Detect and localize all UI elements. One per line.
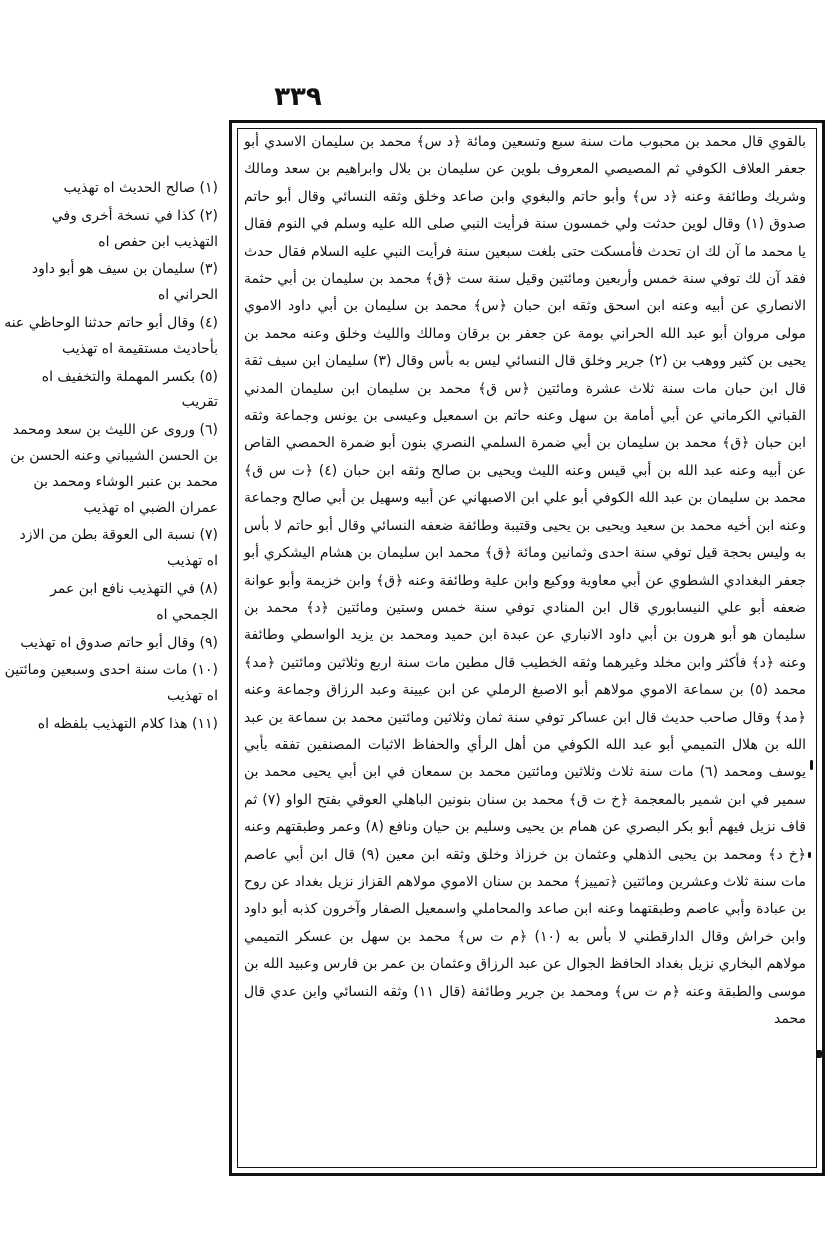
scan-edge-mark — [816, 1050, 822, 1058]
footnote-9: (٩) وقال أبو حاتم صدوق اه تهذيب — [20, 634, 218, 651]
footnotes-column — [4, 176, 218, 740]
page-number: ٣٣٩ — [274, 82, 322, 112]
footnote-3: (٣) سليمان بن سيف هو أبو داود الحراني اه — [31, 261, 218, 304]
main-text-frame — [229, 120, 825, 1176]
scan-edge-mark — [808, 852, 811, 858]
footnote-5: (٥) بكسر المهملة والتخفيف اه تقريب — [41, 368, 218, 411]
footnote-4: (٤) وقال أبو حاتم حدثنا الوحاظي عنه بأحاديث مستقيمة اه تهذيب — [4, 314, 218, 357]
footnote-8: (٨) في التهذيب نافع ابن عمر الجمحي اه — [50, 580, 218, 623]
footnote-1: (١) صالح الحديث اه تهذيب — [63, 180, 218, 196]
footnote-6: (٦) وروى عن الليث بن سعد ومحمد بن الحسن الشيباني وعنه الحسن بن محمد بن عنبر الوشاء ومحمد بن عمران الضبي اه تهذيب — [10, 422, 218, 516]
footnote-7: (٧) نسبة الى العوقة بطن من الازد اه تهذيب — [19, 527, 218, 570]
main-text-paragraph: بالقوي قال محمد بن محبوب مات سنة سبع وتسعين ومائة ﴿د س﴾ محمد بن سليمان الاسدي أبو جعفر العلاف الكوفي ثم المصيصي المعروف بلوين عن سليمان بن بلال وابراهيم بن سعد ومالك وشريك وطائفة وعنه ﴿د س﴾ وأبو حاتم والبغوي وابن صاعد وخلق وثقه النسائي وقال أبو حاتم صدوق (١) وقال لوين حدثت ولي خمسون سنة فرأيت النبي صلى الله عليه وسلم في النوم فقال يا محمد ما آن لك ان تحدث فأمسكت حتى بلغت سبعين سنة فرأيت النبي عليه السلام فقال حدث فقد آن لك توفي سنة خمس وأربعين ومائتين وقيل سنة ست ﴿ق﴾ محمد بن سليمان بن أبي حثمة الانصاري عن أبيه وعنه ابن اسحق وثقه ابن حبان ﴿س﴾ محمد بن سليمان بن أبي داود الاموي مولى مروان أبو عبد الله الحراني بومة عن جعفر بن برقان ومالك والليث وخلق وعنه محمد بن يحيى بن كثير ووهب بن (٢) جرير وخلق قال النسائي ليس به بأس وقال (٣) سليمان ابن سيف ثقة قال ابن حبان مات سنة ثلاث عشرة ومائتين ﴿س ق﴾ محمد بن سليمان ابن سليمان المدني القباني الكرماني عن أبي أمامة بن سهل وعنه حاتم بن اسمعيل وعيسى بن يونس وجماعة وثقه ابن حبان ﴿ق﴾ محمد بن سليمان بن أبي ضمرة السلمي النصري بنون أبو ضمرة الحمصي القاص عن أبيه وعنه عبد الله بن أبي قيس وعنه الليث ويحيى بن صالح وثقه ابن حبان (٤) ﴿ت س ق﴾ محمد بن سليمان بن عبد الله الكوفي أبو علي ابن الاصبهاني عن أبيه وسهيل بن أبي صالح وجماعة وعنه ابن أخيه محمد بن سعيد ويحيى بن يحيى وقتيبة وطائفة ضعفه النسائي وقال أبو حاتم لا بأس به وليس بحجة قيل توفي سنة احدى وثمانين ومائة ﴿ق﴾ محمد ابن سليمان بن هشام اليشكري أبو جعفر البغدادي الشطوي عن أبي معاوية ووكيع وابن علية وطائفة وعنه ﴿ق﴾ وابن خزيمة وأبو عوانة ضعفه أبو علي النيسابوري قال ابن المنادي توفي سنة خمس وستين ومائتين ﴿د﴾ محمد بن سليمان هو أبو هرون بن أبي داود الانباري عن عبدة ابن حميد ومحمد بن يزيد الواسطي وطائفة وعنه ﴿د﴾ فأكثر وابن مخلد وغيرهما وثقه الخطيب قال مطين مات سنة اربع وثلاثين ومائتين ﴿مد﴾ محمد (٥) بن سماعة الاموي مولاهم أبو الاصبغ الرملي عن ابن عيينة وعبد الرزاق وجماعة وعنه ﴿مد﴾ وقال صاحب حديث قال ابن عساكر توفي سنة ثمان وثلاثين ومائتين محمد بن سماعة بن عبد الله بن هلال التميمي أبو عبد الله الكوفي من أهل الرأي والحفاظ الاثبات المصنفين تفقه بأبي يوسف ومحمد (٦) مات سنة ثلاث وثلاثين ومائتين محمد بن سمعان في ابن أبي يحيى محمد بن سمير في ابن شمير بالمعجمة ﴿خ ت ق﴾ محمد بن سنان بنونين الباهلي العوقي بفتح الواو (٧) ثم قاف نزيل فيهم أبو بكر البصري عن همام بن يحيى وسليم بن حيان ونافع (٨) وعمر وطبقتهم وعنه ﴿خ د﴾ ومحمد بن يحيى الذهلي وعثمان بن خرزاذ وخلق وثقه ابن معين (٩) قال ابن أبي عاصم مات سنة ثلاث وعشرين ومائتين ﴿تمييز﴾ محمد بن سنان الاموي مولاهم القزاز نزيل بغداد عن روح بن عبادة وأبي عاصم وطبقتهما وعنه ابن صاعد والمحاملي واسمعيل الصفار وآخرون كذبه أبو داود وابن خراش وقال الدارقطني لا بأس به (١٠) ﴿م ت س﴾ محمد بن سهل بن عسكر التميمي مولاهم البخاري نزيل بغداد الحافظ الجوال عن عبد الرزاق وعثمان بن عمر بن فارس وعبيد الله بن موسى والطبقة وعنه ﴿م ت س﴾ ومحمد بن جرير وطائفة (قال ١١) وثقه النسائي وابن عدي قال محمد — [244, 134, 807, 1027]
main-text-block — [244, 129, 806, 1033]
footnote-10: (١٠) مات سنة احدى وسبعين ومائتين اه تهذيب — [4, 662, 218, 705]
scan-edge-mark — [810, 760, 813, 770]
footnote-2: (٢) كذا في نسخة أخرى وفي التهذيب ابن حفص اه — [51, 207, 218, 250]
footnote-11: (١١) هذا كلام التهذيب بلفظه اه — [37, 715, 218, 732]
